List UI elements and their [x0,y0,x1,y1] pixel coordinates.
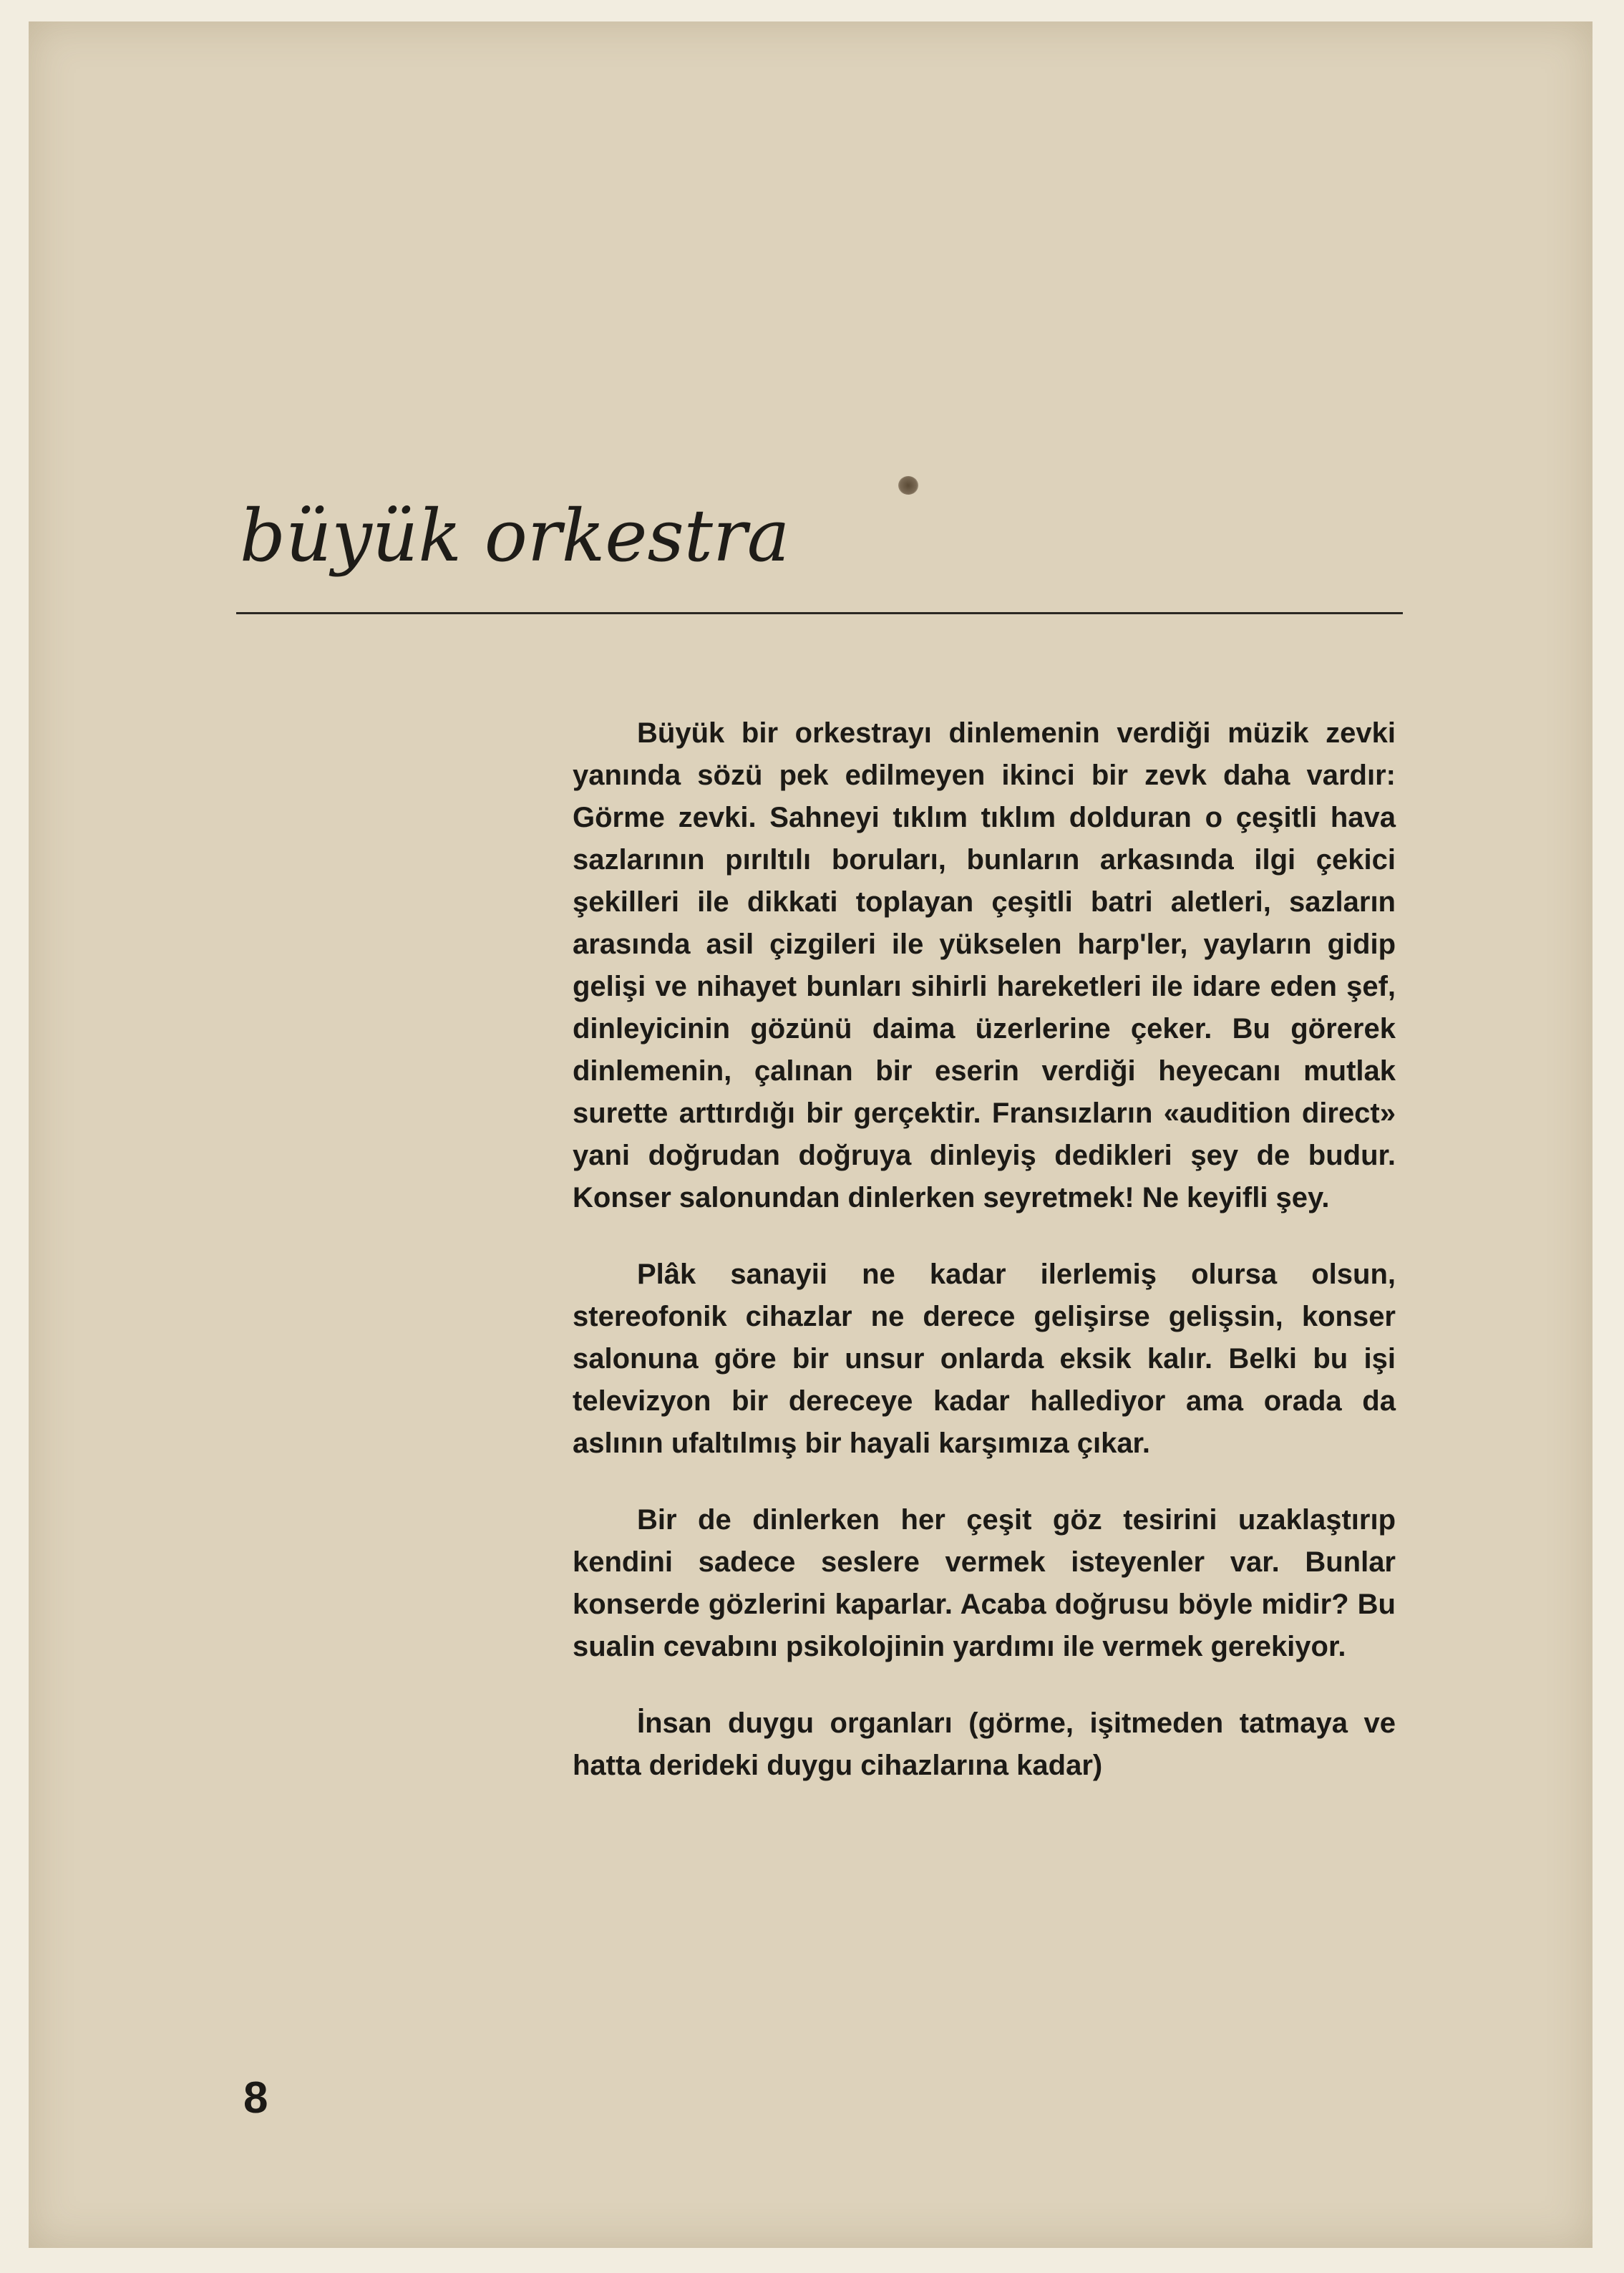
paragraph-4: İnsan duygu organları (görme, işitmeden tatmaya ve hatta derideki duygu cihazlarına kadar) [573,1707,1396,1781]
article-title: büyük orkestra [240,494,790,578]
paragraph-1: Büyük bir orkestrayı dinlemenin verdiği müzik zevki yanında sözü pek edilmeyen ikinci bir zevk daha vardır: Görme zevki. Sahneyi tıklım tıklım dolduran o çeşitli hava sazlarının pırıltılı boruları, bunların arkasında ilgi çekici şekilleri ile dikkati toplayan çeşitli batri aletleri, sazların arasında asil çizgileri ile yükselen harp'ler, yayların gidip gelişi ve nihayet bunları sihirli hareketleri ile idare eden şef, dinleyicinin gözünü daima üzerlerine çeker. Bu görerek dinlemenin, çalınan bir eserin verdiği heyecanı mutlak surette arttırdığı bir gerçektir. Fransızların «audition direct» yani doğrudan doğruya dinleyiş dedikleri şey de budur. Konser salonundan dinlerken seyretmek! Ne keyifli şey. [573,717,1396,1213]
article-body [573,712,1396,1821]
page-number: 8 [243,2073,268,2123]
ink-stain [898,476,918,495]
paragraph-3: Bir de dinlerken her çeşit göz tesirini uzaklaştırıp kendini sadece seslere vermek isteyenler var. Bunlar konserde gözlerini kaparlar. Acaba doğrusu böyle midir? Bu sualin cevabını psikolojinin yardımı ile vermek gerekiyor. [573,1504,1396,1662]
paragraph-2: Plâk sanayii ne kadar ilerlemiş olursa olsun, stereofonik cihazlar ne derece gelişirse gelişsin, konser salonuna göre bir unsur onlarda eksik kalır. Belki bu işi televizyon bir dereceye kadar hallediyor ama orada da aslının ufaltılmış bir hayali karşımıza çıkar. [573,1259,1396,1459]
title-rule [236,612,1403,614]
